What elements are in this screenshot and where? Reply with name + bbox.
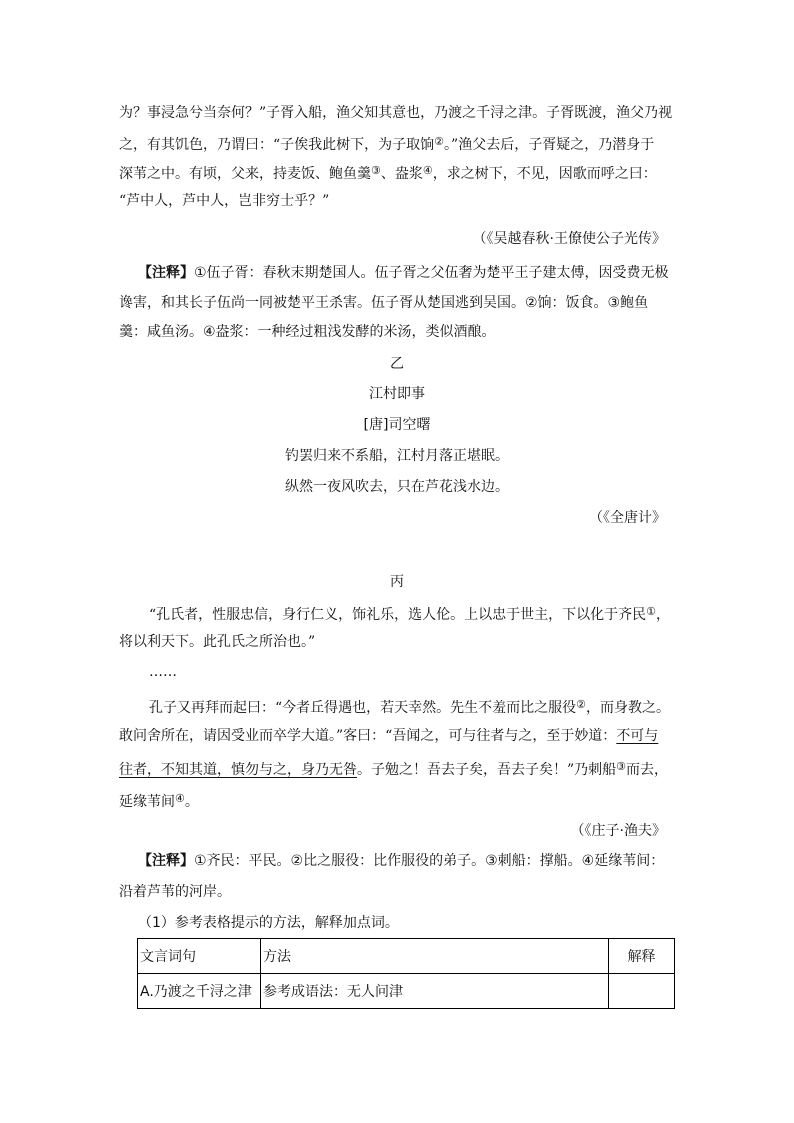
table-header-row — [138, 939, 675, 974]
bing-p2-text-3: 。子勉之！吾去子矣，吾去子矣！”乃刺船 — [357, 762, 617, 778]
bing-note-text-1: ①齐民：平民。②比之服役：比作服役的弟子。③刺船：撑船。④延缘苇间： — [194, 853, 665, 869]
jia-line-3-end: ，求之树下，不见，因歌而呼之曰： — [432, 166, 657, 182]
footnote-mark-3: ③ — [371, 164, 381, 177]
yi-source: （《全唐计》 — [589, 510, 666, 526]
question-prompt: （1）参考表格提示的方法，解释加点词。 — [138, 915, 399, 931]
jia-line-4: “芦中人，芦中人，岂非穷士乎？” — [119, 193, 330, 209]
header-method: 方法 — [260, 939, 608, 974]
footnote-mark-2: ② — [434, 135, 445, 148]
jia-note-line-1 — [138, 264, 669, 282]
cell-phrase: A.乃渡之千浔之津 — [138, 974, 261, 1009]
bing-p1-line-2: 将以利天下。此孔氏之所治也。” — [119, 634, 316, 650]
footnote-mark-2b: ② — [576, 698, 587, 711]
cell-method: 参考成语法：无人问津 — [260, 974, 608, 1009]
bing-source: （《庄子·渔夫》 — [570, 823, 666, 839]
header-explanation: 解释 — [609, 939, 675, 974]
jia-note-line-2: 谗害，和其长子伍尚一同被楚平王杀害。伍子胥从楚国逃到吴国。②饷：饭食。③鲍鱼 — [119, 295, 649, 311]
bing-p2-line-3 — [119, 758, 668, 779]
jia-line-2 — [119, 133, 654, 154]
bing-p2-text-1: 孔子又再拜而起曰：“今者丘得遇也，若天幸然。先生不羞而比之服役 — [149, 700, 577, 716]
underlined-phrase-2: 往者，不知其道，慎勿与之，身乃无咎 — [119, 762, 357, 778]
bing-p2-line-4: 延缘苇间④。 — [119, 792, 199, 810]
jia-line-3-mid: 、盎浆 — [380, 166, 423, 182]
jia-line-3 — [119, 162, 657, 183]
bing-p2-text-3-tail: 而去， — [626, 762, 669, 778]
bing-p2-line-1 — [149, 696, 670, 717]
header-phrase: 文言词句 — [138, 939, 261, 974]
bing-note-line-1 — [138, 852, 664, 870]
yi-heading: 乙 — [390, 356, 404, 372]
footnote-mark-1: ① — [646, 605, 657, 618]
bing-note-label: 【注释】 — [138, 853, 194, 869]
jia-line-3-text: 深苇之中。有顷，父来，持麦饭、鲍鱼羹 — [119, 166, 371, 182]
bing-p1-text-1: “孔氏者，性服忠信，身行仁义，饰礼乐，选人伦。上以忠于世主，下以化于齐民 — [149, 607, 647, 623]
footnote-mark-4: ④ — [422, 164, 433, 177]
poem-title: 江村即事 — [369, 386, 425, 402]
jia-note-line-3: 羹：咸鱼汤。④盎浆：一种经过粗浅发酵的米汤，类似酒酿。 — [119, 324, 496, 340]
jia-source: （《吴越春秋·王僚使公子光传》 — [472, 231, 666, 247]
poem-verse-1: 钓罢归来不系船，江村月落正堪眠。 — [285, 448, 509, 464]
bing-note-line-2: 沿着芦苇的河岸。 — [119, 884, 231, 900]
poem-author: [唐]司空曙 — [363, 417, 431, 433]
table-row — [138, 974, 675, 1009]
jia-line-2-text: 之，有其饥色，乃谓曰：“子俟我此树下，为子取饷 — [119, 137, 435, 153]
vocab-table — [137, 938, 675, 1009]
bing-p2-text-2: 敢问舍所在，请因受业而卒学大道。”客曰：“吾闻之，可与往者与之，至于妙道： — [119, 728, 617, 744]
bing-heading: 丙 — [390, 574, 404, 590]
jia-line-1: 为？事浸急兮当奈何？”子胥入船，渔父知其意也，乃渡之千浔之津。子胥既渡，渔父乃视 — [119, 105, 673, 121]
jia-line-2-end: 。”渔父去后，子胥疑之，乃潜身于 — [444, 137, 655, 153]
poem-verse-2: 纵然一夜风吹去，只在芦花浅水边。 — [285, 479, 509, 495]
footnote-mark-4b: ④ — [175, 792, 185, 805]
bing-p2-text-1-end: ，而身教之。 — [586, 700, 671, 716]
bing-p2-text-4: 延缘苇间 — [119, 794, 175, 810]
note-label: 【注释】 — [138, 265, 194, 281]
footnote-mark-3b: ③ — [616, 760, 627, 773]
answer-cell[interactable] — [609, 974, 675, 1009]
bing-p2-line-2 — [119, 727, 658, 745]
ellipsis: …… — [149, 664, 177, 680]
bing-p1-line-1: “孔氏者，性服忠信，身行仁义，饰礼乐，选人伦。上以忠于世主，下以化于齐民①， — [149, 605, 671, 623]
jia-note-text-1: ①伍子胥：春秋末期楚国人。伍子胥之父伍奢为楚平王子建太傅，因受费无极 — [194, 265, 669, 281]
underlined-phrase-1: 不可与 — [616, 728, 659, 744]
